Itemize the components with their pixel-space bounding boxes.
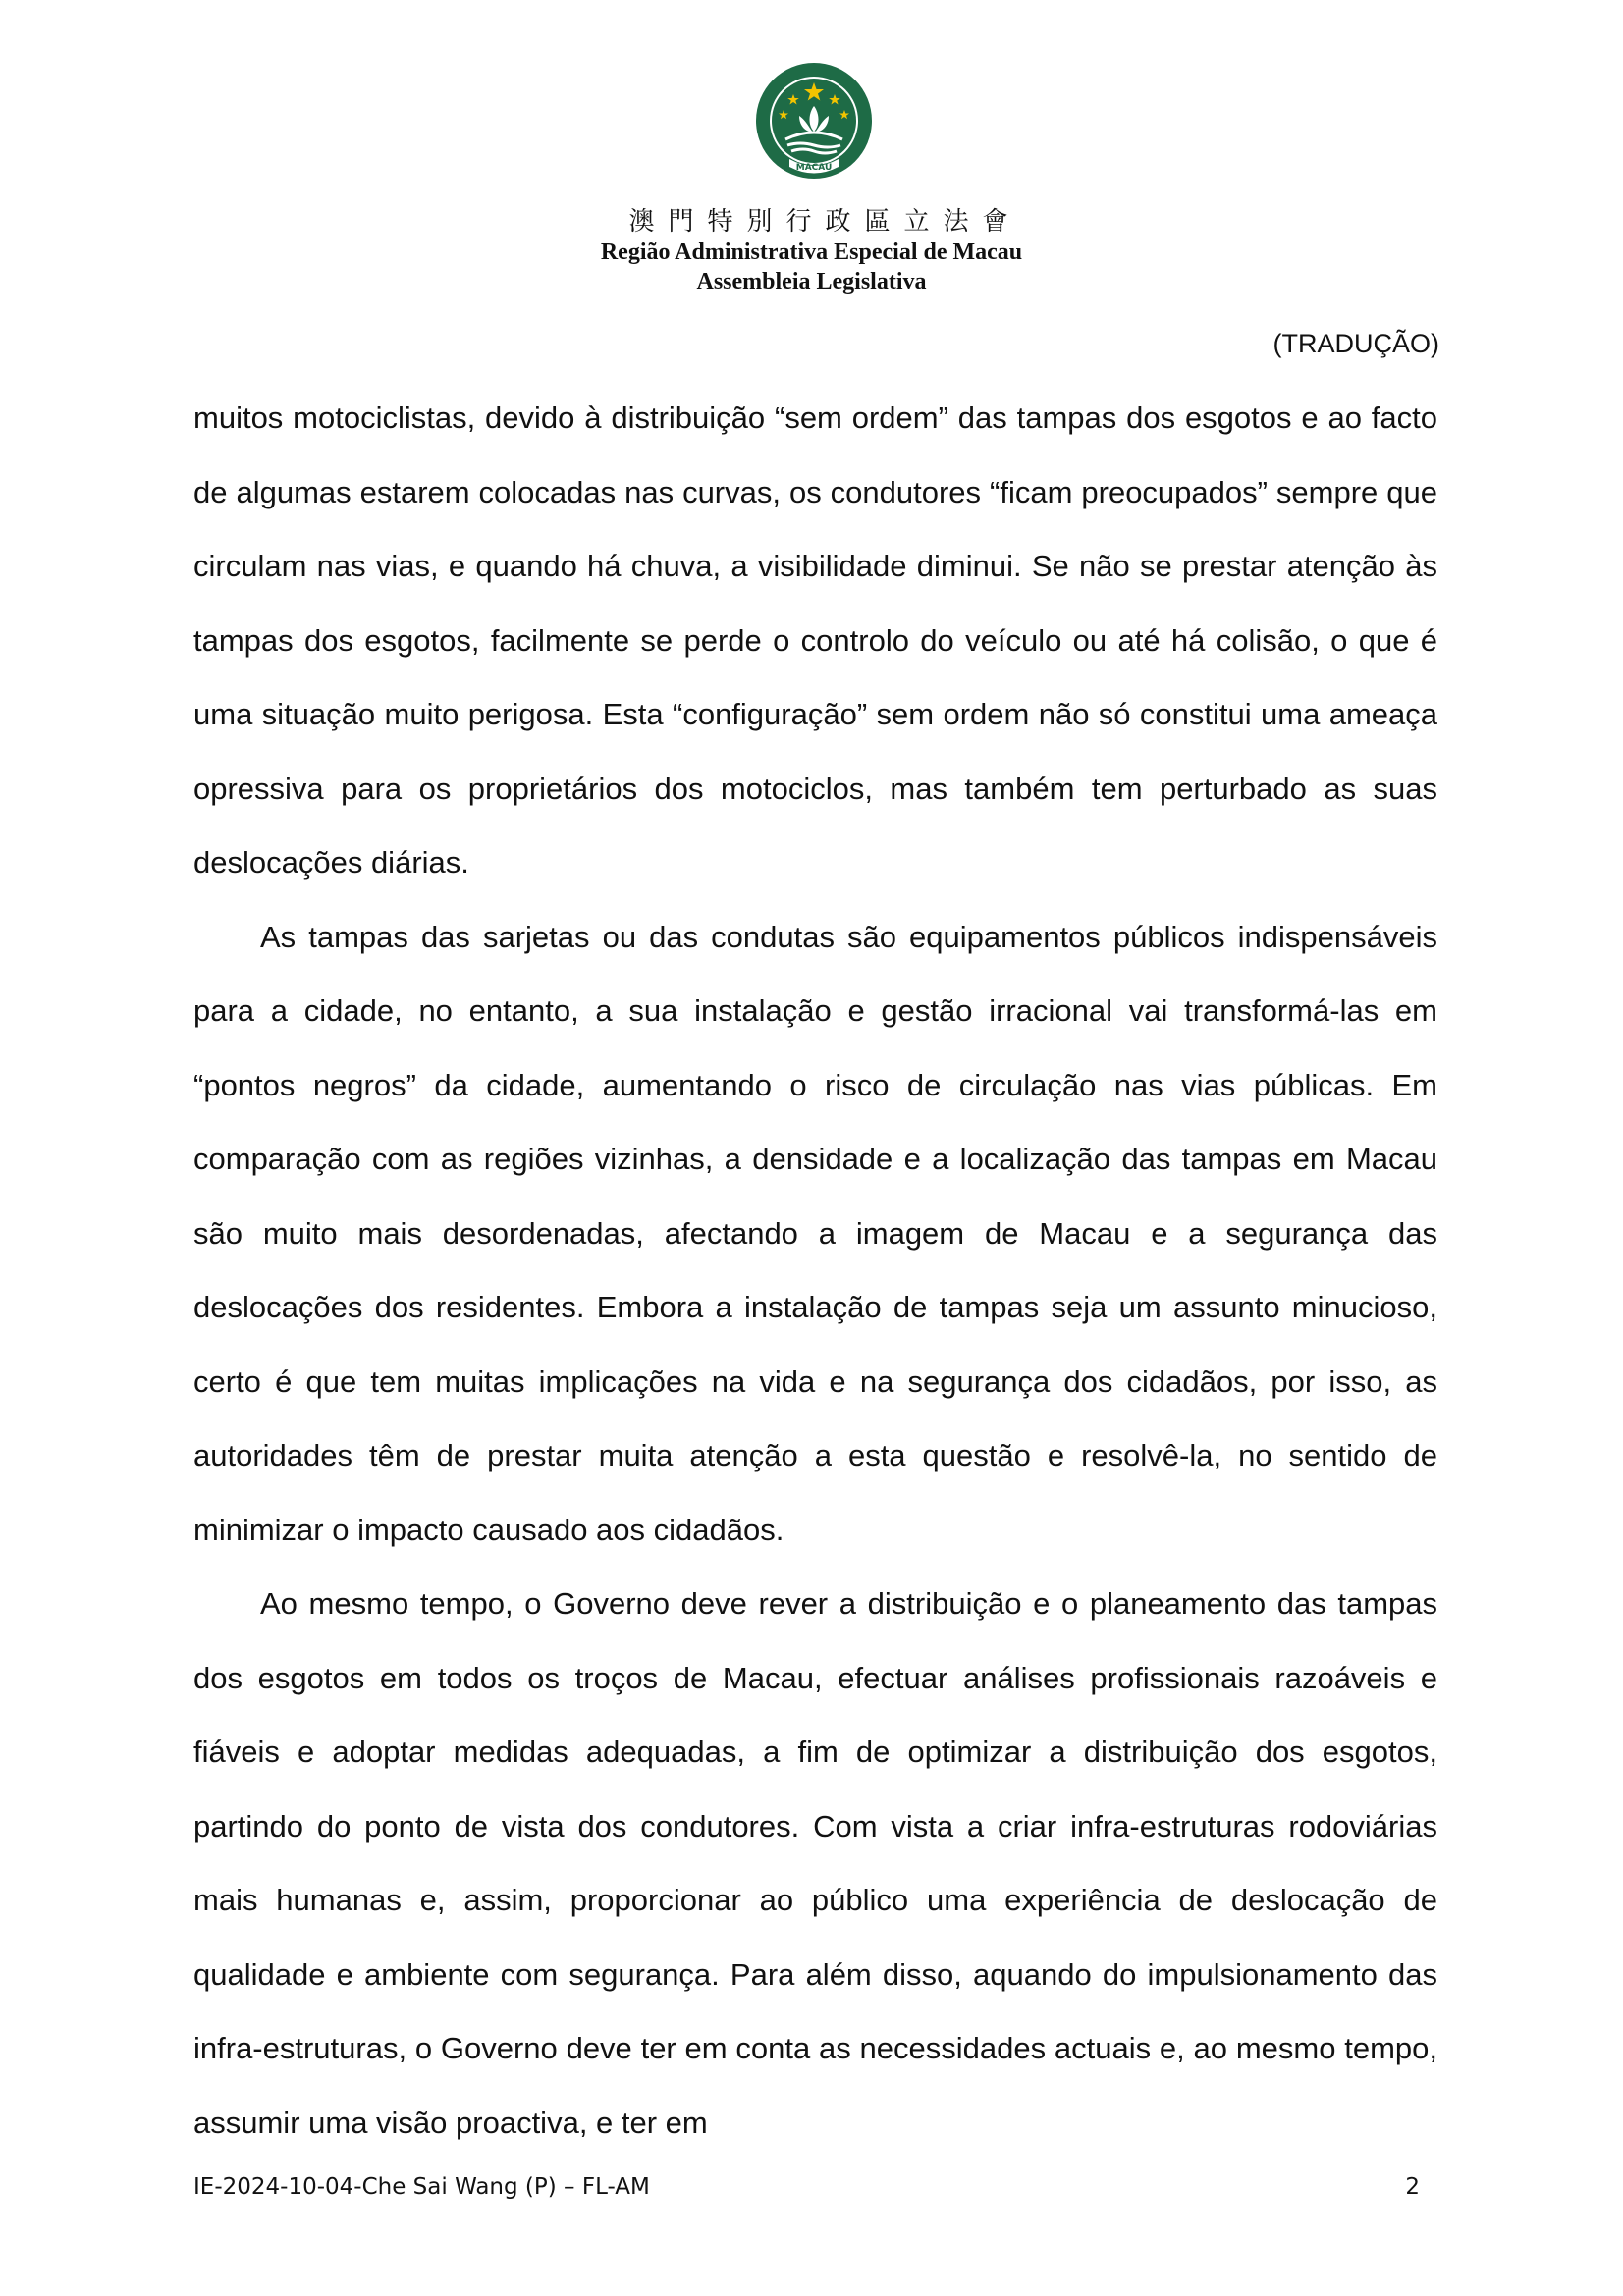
- header-assembly-title: Assembleia Legislativa: [696, 269, 927, 294]
- svg-text:MACAU: MACAU: [795, 163, 833, 173]
- translation-label: (TRADUÇÃO): [1272, 329, 1439, 358]
- header-region-title: Região Administrativa Especial de Macau: [600, 240, 1023, 265]
- paragraph: Ao mesmo tempo, o Governo deve rever a distribuição e o planeamento das tampas dos esgotos em todos os troços de Macau, efectuar análises profissionais razoáveis e fiáveis e adoptar medidas adequadas, a fim de optimizar a distribuição dos esgotos, partindo do ponto de vista dos condutores. Com vista a criar infra-estruturas rodoviárias mais humanas e, assim, proporcionar ao público uma experiência de deslocação de qualidade e ambiente com segurança. Para além disso, aquando do impulsionamento das infra-estruturas, o Governo deve ter em conta as necessidades actuais e, ao mesmo tempo, assumir uma visão proactiva, e ter em: [193, 1586, 1437, 2140]
- paragraph: As tampas das sarjetas ou das condutas são equipamentos públicos indispensáveis para a cidade, no entanto, a sua instalação e gestão irracional vai transformá-las em “pontos negros” da cidade, aumentando o risco de circulação nas vias públicas. Em comparação com as regiões vizinhas, a densidade e a localização das tampas em Macau são muito mais desordenadas, afectando a imagem de Macau e a segurança das deslocações dos residentes. Embora a instalação de tampas seja um assunto minucioso, certo é que tem muitas implicações na vida e na segurança dos cidadãos, por isso, as autoridades têm de prestar muita atenção a esta questão e resolvê-la, no sentido de minimizar o impacto causado aos cidadãos.: [193, 919, 1437, 1547]
- macau-sar-emblem-icon: [754, 61, 874, 181]
- page-number: 2: [1405, 2174, 1420, 2200]
- footer-reference: IE-2024-10-04-Che Sai Wang (P) – FL-AM: [193, 2174, 650, 2200]
- header-chinese-title: 澳門特別行政區立法會: [628, 207, 1022, 237]
- document-body: [193, 381, 1437, 2160]
- paragraph: muitos motociclistas, devido à distribuição “sem ordem” das tampas dos esgotos e ao facto de algumas estarem colocadas nas curvas, os condutores “ficam preocupados” sempre que circulam nas vias, e quando há chuva, a visibilidade diminui. Se não se prestar atenção às tampas dos esgotos, facilmente se perde o controlo do veículo ou até há colisão, o que é uma situação muito perigosa. Esta “configuração” sem ordem não só constitui uma ameaça opressiva para os proprietários dos motociclos, mas também tem perturbado as suas deslocações diárias.: [193, 400, 1437, 880]
